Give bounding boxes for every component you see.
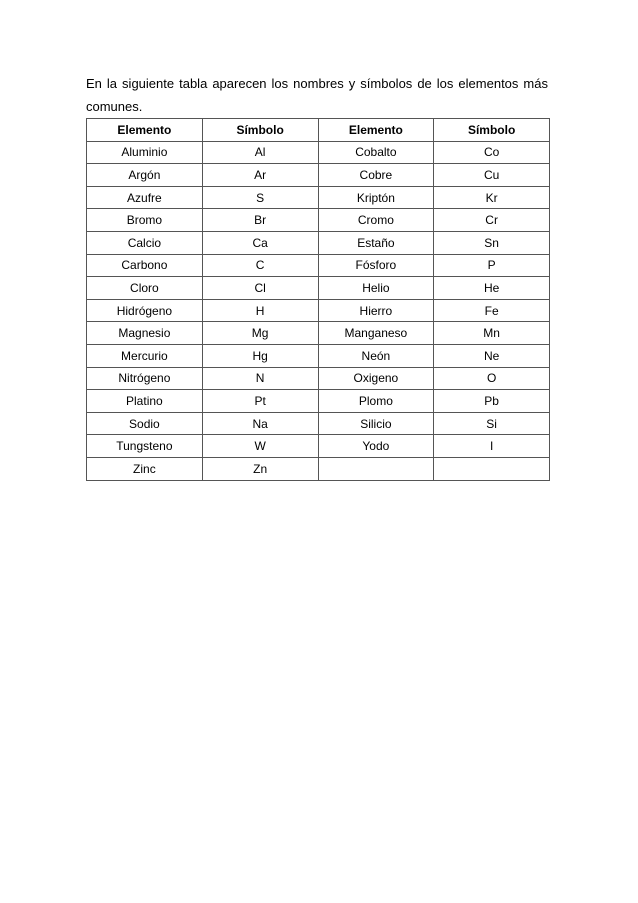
cell-symbol-1: Br xyxy=(202,209,318,232)
cell-element-2: Estaño xyxy=(318,231,434,254)
cell-element-2 xyxy=(318,457,434,480)
table-header-row xyxy=(87,119,550,142)
cell-symbol-1: Ar xyxy=(202,164,318,187)
cell-element-2: Manganeso xyxy=(318,322,434,345)
cell-element-1: Magnesio xyxy=(87,322,203,345)
cell-element-1: Tungsteno xyxy=(87,435,203,458)
header-element-1: Elemento xyxy=(87,119,203,142)
table-body xyxy=(87,141,550,480)
cell-element-2: Cobre xyxy=(318,164,434,187)
table-row xyxy=(87,231,550,254)
cell-element-1: Bromo xyxy=(87,209,203,232)
table-row xyxy=(87,367,550,390)
cell-element-2: Fósforo xyxy=(318,254,434,277)
cell-symbol-2: Mn xyxy=(434,322,550,345)
table-row xyxy=(87,322,550,345)
cell-symbol-2: Sn xyxy=(434,231,550,254)
cell-element-1: Argón xyxy=(87,164,203,187)
table-row xyxy=(87,457,550,480)
cell-element-2: Neón xyxy=(318,344,434,367)
table-row xyxy=(87,390,550,413)
cell-symbol-2: Si xyxy=(434,412,550,435)
table-row xyxy=(87,186,550,209)
elements-table xyxy=(86,118,550,481)
cell-symbol-1: Na xyxy=(202,412,318,435)
cell-symbol-2: Pb xyxy=(434,390,550,413)
cell-element-2: Hierro xyxy=(318,299,434,322)
cell-symbol-1: S xyxy=(202,186,318,209)
table-row xyxy=(87,209,550,232)
cell-element-1: Aluminio xyxy=(87,141,203,164)
cell-symbol-1: N xyxy=(202,367,318,390)
cell-element-2: Yodo xyxy=(318,435,434,458)
cell-element-1: Mercurio xyxy=(87,344,203,367)
cell-symbol-2 xyxy=(434,457,550,480)
cell-symbol-1: Hg xyxy=(202,344,318,367)
table-row xyxy=(87,254,550,277)
cell-element-2: Cobalto xyxy=(318,141,434,164)
cell-symbol-1: C xyxy=(202,254,318,277)
cell-symbol-2: O xyxy=(434,367,550,390)
intro-paragraph: En la siguiente tabla aparecen los nombres y símbolos de los elementos más comunes. xyxy=(86,76,548,114)
cell-element-2: Silicio xyxy=(318,412,434,435)
cell-element-1: Azufre xyxy=(87,186,203,209)
cell-symbol-1: Zn xyxy=(202,457,318,480)
cell-element-2: Helio xyxy=(318,277,434,300)
cell-symbol-2: P xyxy=(434,254,550,277)
header-symbol-1: Símbolo xyxy=(202,119,318,142)
cell-element-1: Cloro xyxy=(87,277,203,300)
cell-symbol-2: Fe xyxy=(434,299,550,322)
table-row xyxy=(87,412,550,435)
header-element-2: Elemento xyxy=(318,119,434,142)
cell-element-1: Calcio xyxy=(87,231,203,254)
cell-symbol-1: W xyxy=(202,435,318,458)
cell-symbol-2: He xyxy=(434,277,550,300)
cell-element-2: Cromo xyxy=(318,209,434,232)
cell-element-2: Oxigeno xyxy=(318,367,434,390)
cell-symbol-1: Pt xyxy=(202,390,318,413)
table-row xyxy=(87,344,550,367)
cell-element-1: Hidrógeno xyxy=(87,299,203,322)
cell-element-1: Zinc xyxy=(87,457,203,480)
cell-element-1: Carbono xyxy=(87,254,203,277)
cell-symbol-1: Cl xyxy=(202,277,318,300)
cell-symbol-2: Cr xyxy=(434,209,550,232)
cell-element-2: Plomo xyxy=(318,390,434,413)
cell-element-1: Platino xyxy=(87,390,203,413)
table-row xyxy=(87,435,550,458)
cell-element-1: Nitrógeno xyxy=(87,367,203,390)
table-row xyxy=(87,277,550,300)
cell-symbol-2: Kr xyxy=(434,186,550,209)
cell-symbol-2: Cu xyxy=(434,164,550,187)
cell-symbol-1: Al xyxy=(202,141,318,164)
cell-element-2: Kriptón xyxy=(318,186,434,209)
cell-symbol-2: I xyxy=(434,435,550,458)
table-row xyxy=(87,141,550,164)
table-row xyxy=(87,299,550,322)
cell-symbol-1: Mg xyxy=(202,322,318,345)
cell-symbol-2: Ne xyxy=(434,344,550,367)
cell-symbol-1: Ca xyxy=(202,231,318,254)
cell-element-1: Sodio xyxy=(87,412,203,435)
header-symbol-2: Símbolo xyxy=(434,119,550,142)
table-row xyxy=(87,164,550,187)
cell-symbol-2: Co xyxy=(434,141,550,164)
cell-symbol-1: H xyxy=(202,299,318,322)
